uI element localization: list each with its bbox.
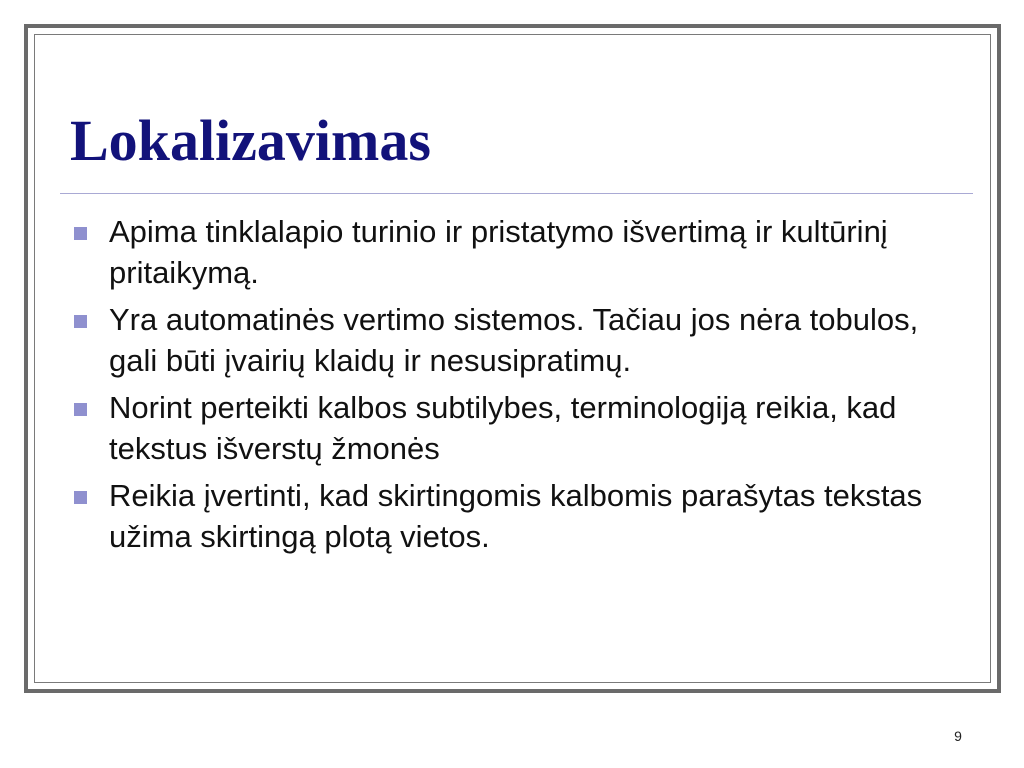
bullet-text: Reikia įvertinti, kad skirtingomis kalbomis parašytas tekstas užima skirtingą plotą vietos. — [109, 478, 923, 554]
square-bullet-icon — [74, 491, 87, 504]
square-bullet-icon — [74, 403, 87, 416]
square-bullet-icon — [74, 227, 87, 240]
bullet-text: Norint perteikti kalbos subtilybes, terminologiją reikia, kad tekstus išverstų žmonės — [109, 390, 897, 466]
bullet-item — [72, 475, 972, 557]
bullet-text: Yra automatinės vertimo sistemos. Tačiau jos nėra tobulos, gali būti įvairių klaidų ir nesusipratimų. — [109, 302, 919, 378]
slide-title: Lokalizavimas — [70, 108, 431, 173]
title-divider — [60, 193, 973, 194]
bullet-text: Apima tinklalapio turinio ir pristatymo išvertimą ir kultūrinį pritaikymą. — [109, 214, 888, 290]
bullet-item — [72, 299, 972, 381]
square-bullet-icon — [74, 315, 87, 328]
bullet-item — [72, 387, 972, 469]
bullet-item — [72, 211, 972, 293]
slide-number: 9 — [954, 728, 962, 744]
bullet-list — [72, 211, 972, 563]
